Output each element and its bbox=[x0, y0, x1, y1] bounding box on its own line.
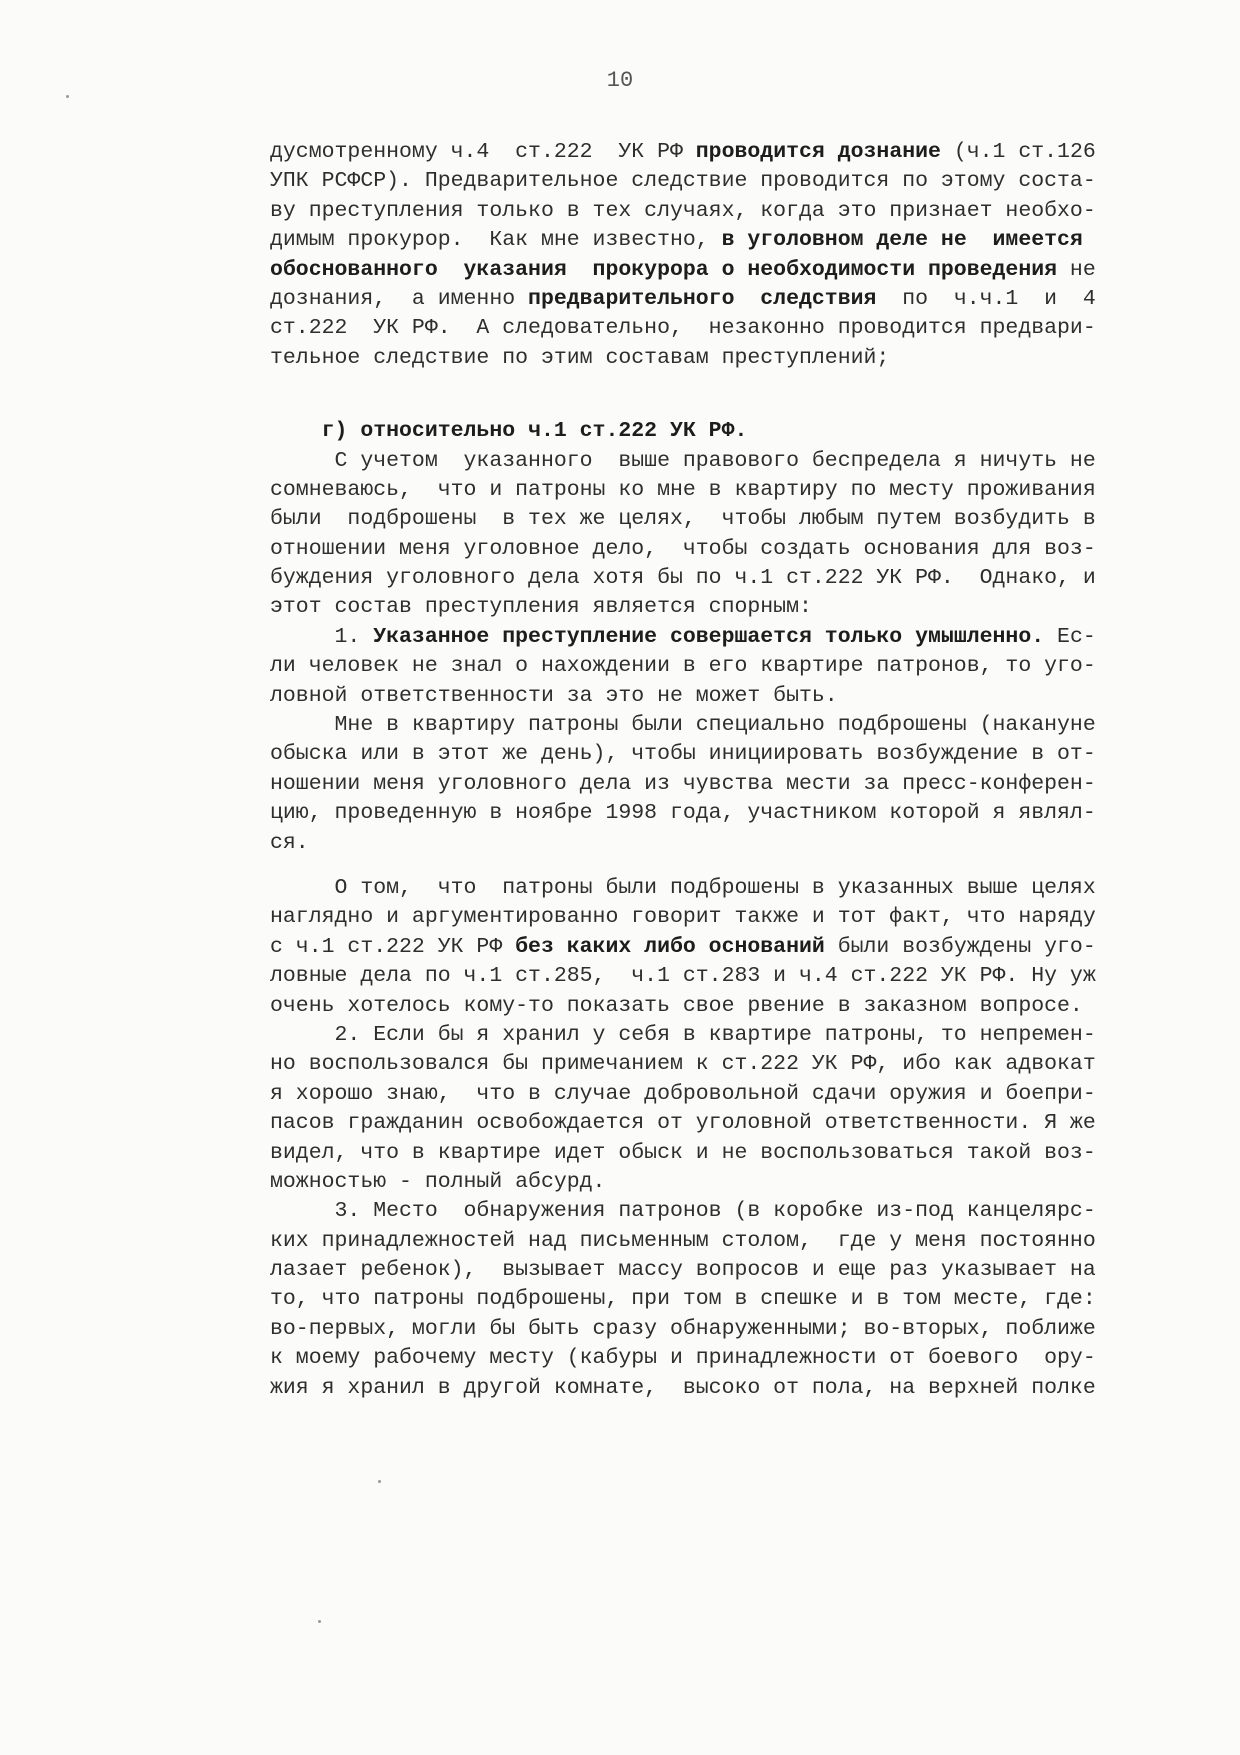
text-line: можностью - полный абсурд. bbox=[270, 1169, 606, 1194]
bold-emphasis: Указанное преступление совершается только умышленно. bbox=[373, 624, 1045, 649]
text-line: димым прокурор. Как мне известно, в уголовном деле не имеется bbox=[270, 228, 1083, 253]
text-line: к моему рабочему месту (кабуры и принадлежности от боевого ору- bbox=[270, 1346, 1096, 1371]
text-line: во-первых, могли бы быть сразу обнаруженными; во-вторых, поближе bbox=[270, 1316, 1096, 1341]
text-line: тельное следствие по этим составам преступлений; bbox=[270, 345, 890, 370]
text-line: были подброшены в тех же целях, чтобы любым путем возбудить в bbox=[270, 507, 1096, 532]
text-line bbox=[270, 417, 1228, 446]
bold-emphasis: без каких либо оснований bbox=[515, 934, 825, 959]
text-line: ли человек не знал о нахождении в его квартире патронов, то уго- bbox=[270, 654, 1096, 679]
text-line: ву преступления только в тех случаях, когда это признает необхо- bbox=[270, 198, 1096, 223]
bold-emphasis: проводится дознание bbox=[695, 140, 941, 164]
text-line: жия я хранил в другой комнате, высоко от пола, на верхней полке bbox=[270, 1375, 1096, 1400]
text-line: цию, проведенную в ноябре 1998 года, участником которой я являл- bbox=[270, 801, 1096, 826]
text-line: но воспользовался бы примечанием к ст.222 УК РФ, ибо как адвокат bbox=[270, 1052, 1096, 1077]
text-line: наглядно и аргументированно говорит также и тот факт, что наряду bbox=[270, 905, 1096, 930]
text-line: то, что патроны подброшены, при том в спешке и в том месте, где: bbox=[270, 1287, 1096, 1312]
bold-emphasis: предварительного следствия bbox=[528, 286, 877, 311]
text-line: 1. Указанное преступление совершается только умышленно. Ес- bbox=[270, 624, 1096, 649]
text-line: лазает ребенок), вызывает массу вопросов и еще раз указывает на bbox=[270, 1258, 1096, 1283]
text-line: УПК РСФСР). Предварительное следствие проводится по этому соста- bbox=[270, 169, 1096, 194]
text-line: Мне в квартиру патроны были специально подброшены (накануне bbox=[270, 713, 1096, 738]
paragraph-gap bbox=[270, 373, 1228, 417]
bold-emphasis: в уголовном деле не имеется bbox=[721, 228, 1083, 253]
text-line: очень хотелось кому-то показать свое рвение в заказном вопросе. bbox=[270, 993, 1083, 1018]
text-line: этот состав преступления является спорным: bbox=[270, 595, 812, 620]
paragraph-gap bbox=[270, 858, 1228, 874]
text-line: видел, что в квартире идет обыск и не воспользоваться такой воз- bbox=[270, 1140, 1096, 1165]
text-line: О том, что патроны были подброшены в указанных выше целях bbox=[270, 875, 1096, 900]
text-line: дознания, а именно предварительного следствия по ч.ч.1 и 4 bbox=[270, 286, 1096, 311]
bold-emphasis: обоснованного указания прокурора о необходимости проведения bbox=[270, 257, 1058, 282]
text-line: ся. bbox=[270, 830, 309, 855]
scan-speck bbox=[66, 95, 69, 98]
text-line: отношении меня уголовное дело, чтобы создать основания для воз- bbox=[270, 536, 1096, 561]
scan-speck bbox=[318, 1620, 321, 1623]
text-line: 3. Место обнаружения патронов (в коробке из-под канцелярс- bbox=[270, 1199, 1096, 1224]
text-line: обоснованного указания прокурора о необходимости проведения не bbox=[270, 257, 1096, 282]
text-line: буждения уголовного дела хотя бы по ч.1 ст.222 УК РФ. Однако, и bbox=[270, 566, 1096, 591]
text-line: ловной ответственности за это не может быть. bbox=[270, 683, 838, 708]
text-line: 2. Если бы я хранил у себя в квартире патроны, то непремен- bbox=[270, 1022, 1096, 1047]
text-line: ношении меня уголовного дела из чувства мести за пресс-конферен- bbox=[270, 771, 1096, 796]
text-line: дусмотренному ч.4 ст.222 УК РФ проводится дознание (ч.1 ст.126 bbox=[270, 140, 1096, 164]
page-number: 10 bbox=[606, 68, 634, 93]
text-line: сомневаюсь, что и патроны ко мне в квартиру по месту проживания bbox=[270, 477, 1096, 502]
text-line: ловные дела по ч.1 ст.285, ч.1 ст.283 и ч.4 ст.222 УК РФ. Ну уж bbox=[270, 964, 1096, 989]
text-line: ст.222 УК РФ. А следовательно, незаконно проводится предвари- bbox=[270, 316, 1096, 341]
document-body bbox=[270, 138, 1228, 1403]
text-line: с ч.1 ст.222 УК РФ без каких либо оснований были возбуждены уго- bbox=[270, 934, 1096, 959]
text-line: С учетом указанного выше правового беспредела я ничуть не bbox=[270, 448, 1096, 473]
bold-emphasis: г) относительно ч.1 ст.222 УК РФ. bbox=[321, 419, 748, 444]
text-line: пасов гражданин освобождается от уголовной ответственности. Я же bbox=[270, 1111, 1096, 1136]
text-line: обыска или в этот же день), чтобы инициировать возбуждение в от- bbox=[270, 742, 1096, 767]
text-line: ких принадлежностей над письменным столом, где у меня постоянно bbox=[270, 1228, 1096, 1253]
text-line: я хорошо знаю, что в случае добровольной сдачи оружия и боепри- bbox=[270, 1081, 1096, 1106]
scan-speck bbox=[378, 1480, 381, 1483]
